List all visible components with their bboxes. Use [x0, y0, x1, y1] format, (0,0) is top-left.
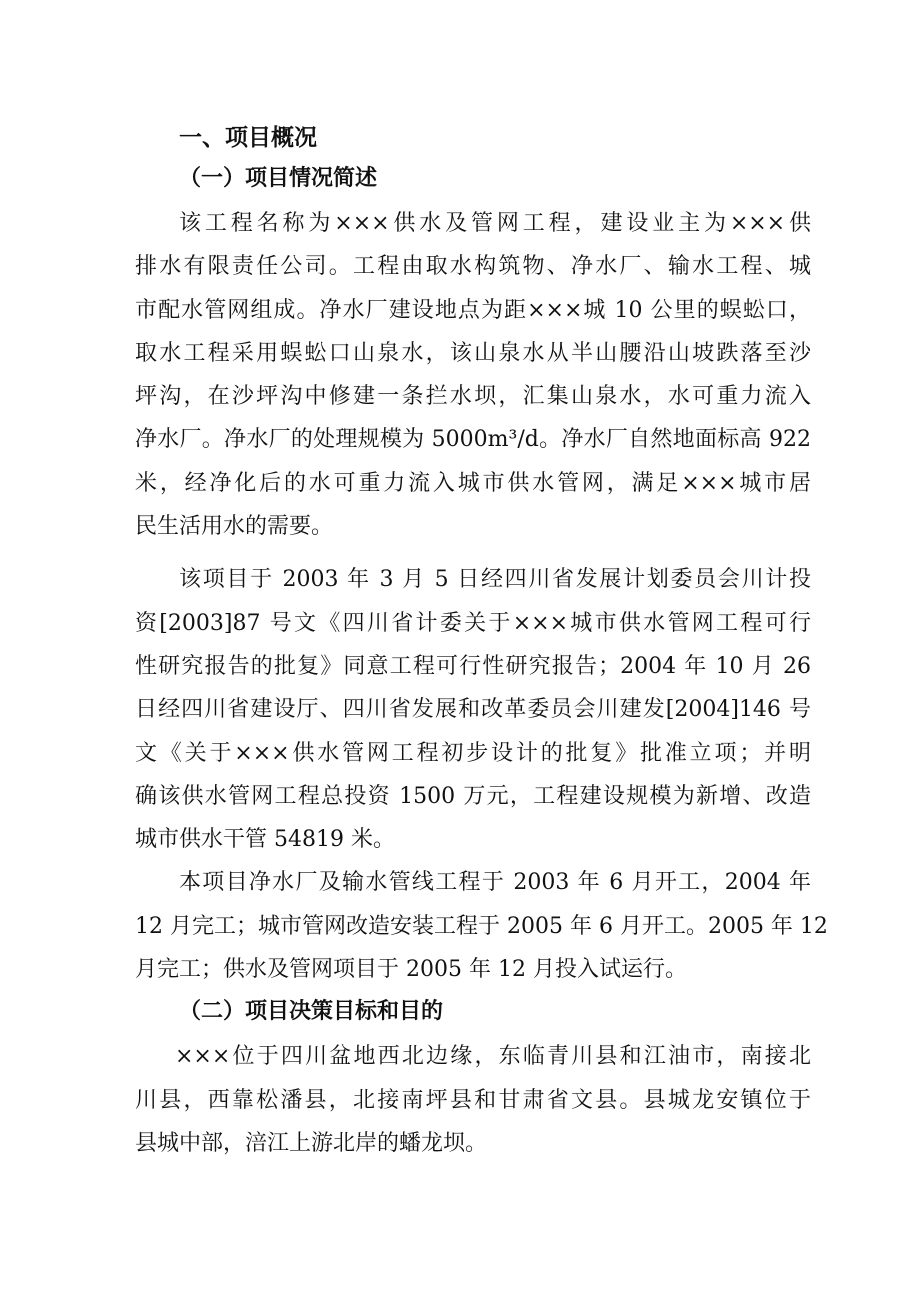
paragraph-line: 米，经净化后的水可重力流入城市供水管网，满足×××城市居	[135, 470, 811, 496]
paragraph-line: 资[2003]87 号文《四川省计委关于×××城市供水管网工程可行	[135, 610, 811, 636]
paragraph-line: 民生活用水的需要。	[135, 514, 334, 540]
paragraph-line: 本项目净水厂及输水管线工程于 2003 年 6 月开工，2004 年	[179, 870, 811, 896]
paragraph-line: 排水有限责任公司。工程由取水构筑物、净水厂、输水工程、城	[135, 254, 811, 280]
paragraph-line: 月完工；供水及管网项目于 2005 年 12 月投入试运行。	[135, 957, 687, 983]
paragraph-line: 性研究报告的批复》同意工程可行性研究报告；2004 年 10 月 26	[135, 653, 811, 679]
paragraph-2	[135, 558, 811, 861]
paragraph-line: 日经四川省建设厅、四川省发展和改革委员会川建发[2004]146 号	[135, 697, 811, 723]
paragraph-line: 净水厂。净水厂的处理规模为 5000m³/d。净水厂自然地面标高 922	[135, 427, 811, 453]
paragraph-1	[135, 202, 811, 548]
paragraph-line: 川县，西靠松潘县，北接南坪县和甘肃省文县。县城龙安镇位于	[135, 1087, 811, 1113]
paragraph-line: ×××位于四川盆地西北边缘，东临青川县和江油市，南接北	[175, 1044, 811, 1070]
paragraph-line: 县城中部，涪江上游北岸的蟠龙坝。	[135, 1130, 488, 1156]
paragraph-line: 市配水管网组成。净水厂建设地点为距×××城 10 公里的蜈蚣口，	[135, 297, 811, 323]
subsection-heading-2: （二）项目决策目标和目的	[179, 998, 444, 1025]
paragraph-line: 坪沟，在沙坪沟中修建一条拦水坝，汇集山泉水，水可重力流入	[135, 384, 811, 410]
paragraph-4	[135, 1035, 811, 1165]
paragraph-line: 取水工程采用蜈蚣口山泉水，该山泉水从半山腰沿山坡跌落至沙	[135, 340, 811, 366]
paragraph-line: 城市供水干管 54819 米。	[135, 827, 395, 853]
paragraph-line: 该工程名称为×××供水及管网工程，建设业主为×××供	[179, 211, 811, 236]
paragraph-3	[135, 861, 828, 991]
paragraph-line: 12 月完工；城市管网改造安装工程于 2005 年 6 月开工。2005 年 12	[135, 913, 828, 939]
paragraph-line: 文《关于×××供水管网工程初步设计的批复》批准立项；并明	[135, 740, 811, 766]
section-heading: 一、项目概况	[179, 125, 317, 151]
paragraph-line: 该项目于 2003 年 3 月 5 日经四川省发展计划委员会川计投	[179, 567, 811, 593]
subsection-heading-1: （一）项目情况简述	[179, 165, 378, 191]
document-page	[135, 118, 828, 1165]
paragraph-line: 确该供水管网工程总投资 1500 万元，工程建设规模为新增、改造	[135, 783, 811, 809]
